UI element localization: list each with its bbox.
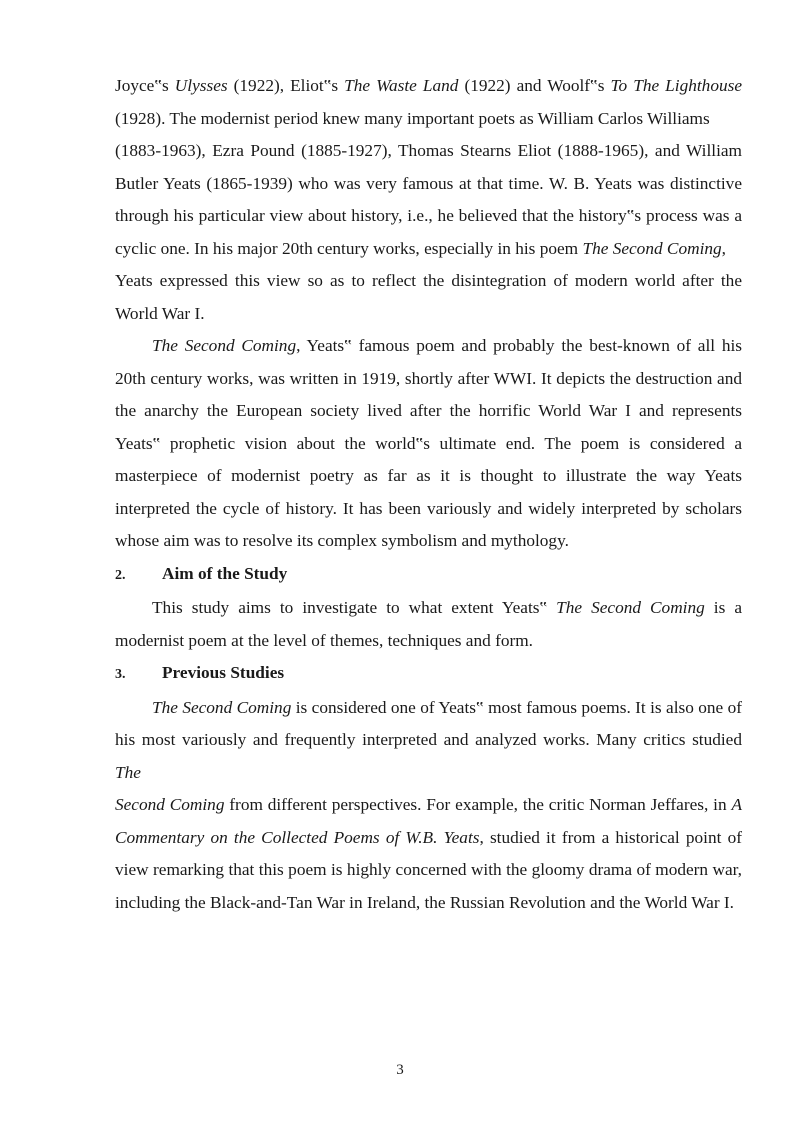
text-run: (1922), Eliot‟s [227, 76, 345, 95]
text-run: from different perspectives. For example, the critic Norman Jeffares, in [224, 795, 732, 814]
paragraph-1 [115, 70, 742, 135]
body-text [115, 70, 742, 919]
italic-title: The Second Coming [556, 598, 705, 617]
page-number: 3 [396, 1062, 404, 1078]
paragraph-3: Yeats expressed this view so as to reflect the disintegration of modern world after the World War I. [115, 271, 742, 323]
section-number: 2. [115, 567, 126, 583]
italic-title: A Commentary on the Collected Poems of W.B. Yeats [115, 795, 742, 847]
text-run: is a modernist poem at the level of themes, techniques and form. [115, 598, 742, 650]
text-run: This study aims to investigate to what extent Yeats‟ [152, 598, 557, 617]
italic-title: The [115, 762, 141, 782]
paragraph-2 [115, 135, 742, 265]
text-run: (1922) and Woolf‟s [458, 76, 611, 95]
italic-title: The Second Coming [152, 697, 292, 717]
text-run: (1883-1963), Ezra Pound (1885-1927), Thomas Stearns Eliot (1888-1965), and William Butler Yeats (1865-1939) who was very famous at that time. W. B. Yeats was distinctive through his particular view about history, i.e., he believed that the history‟s process was a cyclic one. In his major 20th century works, especially in his poem [115, 141, 742, 258]
paragraph-5 [115, 592, 742, 657]
text-run: , studied it from a historical point of view remarking that this poem is highly concerned with the gloomy drama of modern war, including the Black-and-Tan War in Ireland, the Russian Revolution and the World War I. [115, 827, 742, 912]
section-title: Aim of the Study [162, 563, 288, 583]
italic-title: The Second Coming [152, 336, 297, 355]
italic-title: Ulysses [174, 76, 228, 95]
italic-title: The Waste Land [344, 76, 459, 95]
italic-title: The Second Coming [582, 238, 722, 258]
text-run: (1928). The modernist period knew many important poets as William Carlos Williams [115, 108, 710, 128]
section-heading-previous-studies [115, 657, 742, 692]
text-run: is considered one of Yeats‟ most famous poems. It is also one of his most variously and frequently interpreted and analyzed works. Many critics studied [115, 697, 742, 749]
paragraph-4 [115, 330, 742, 558]
text-run: , [721, 238, 726, 258]
section-heading-aim [115, 558, 742, 593]
paragraph-7 [115, 789, 742, 919]
section-title: Previous Studies [162, 663, 285, 682]
text-run: Joyce‟s [115, 76, 175, 95]
italic-title: To The Lighthouse [610, 76, 742, 95]
text-run: , Yeats‟ famous poem and probably the best-known of all his 20th century works, was written in 1919, shortly after WWI. It depicts the destruction and the anarchy the European society lived after the horrific World War I and represents Yeats‟ prophetic vision about the world‟s ultimate end. The poem is considered a masterpiece of modernist poetry as far as it is thought to illustrate the way Yeats interpreted the cycle of history. It has been variously and widely interpreted by scholars whose aim was to resolve its complex symbolism and mythology. [115, 336, 742, 550]
paragraph-6 [115, 692, 742, 790]
section-number: 3. [115, 667, 126, 682]
italic-title: Second Coming [115, 795, 225, 814]
